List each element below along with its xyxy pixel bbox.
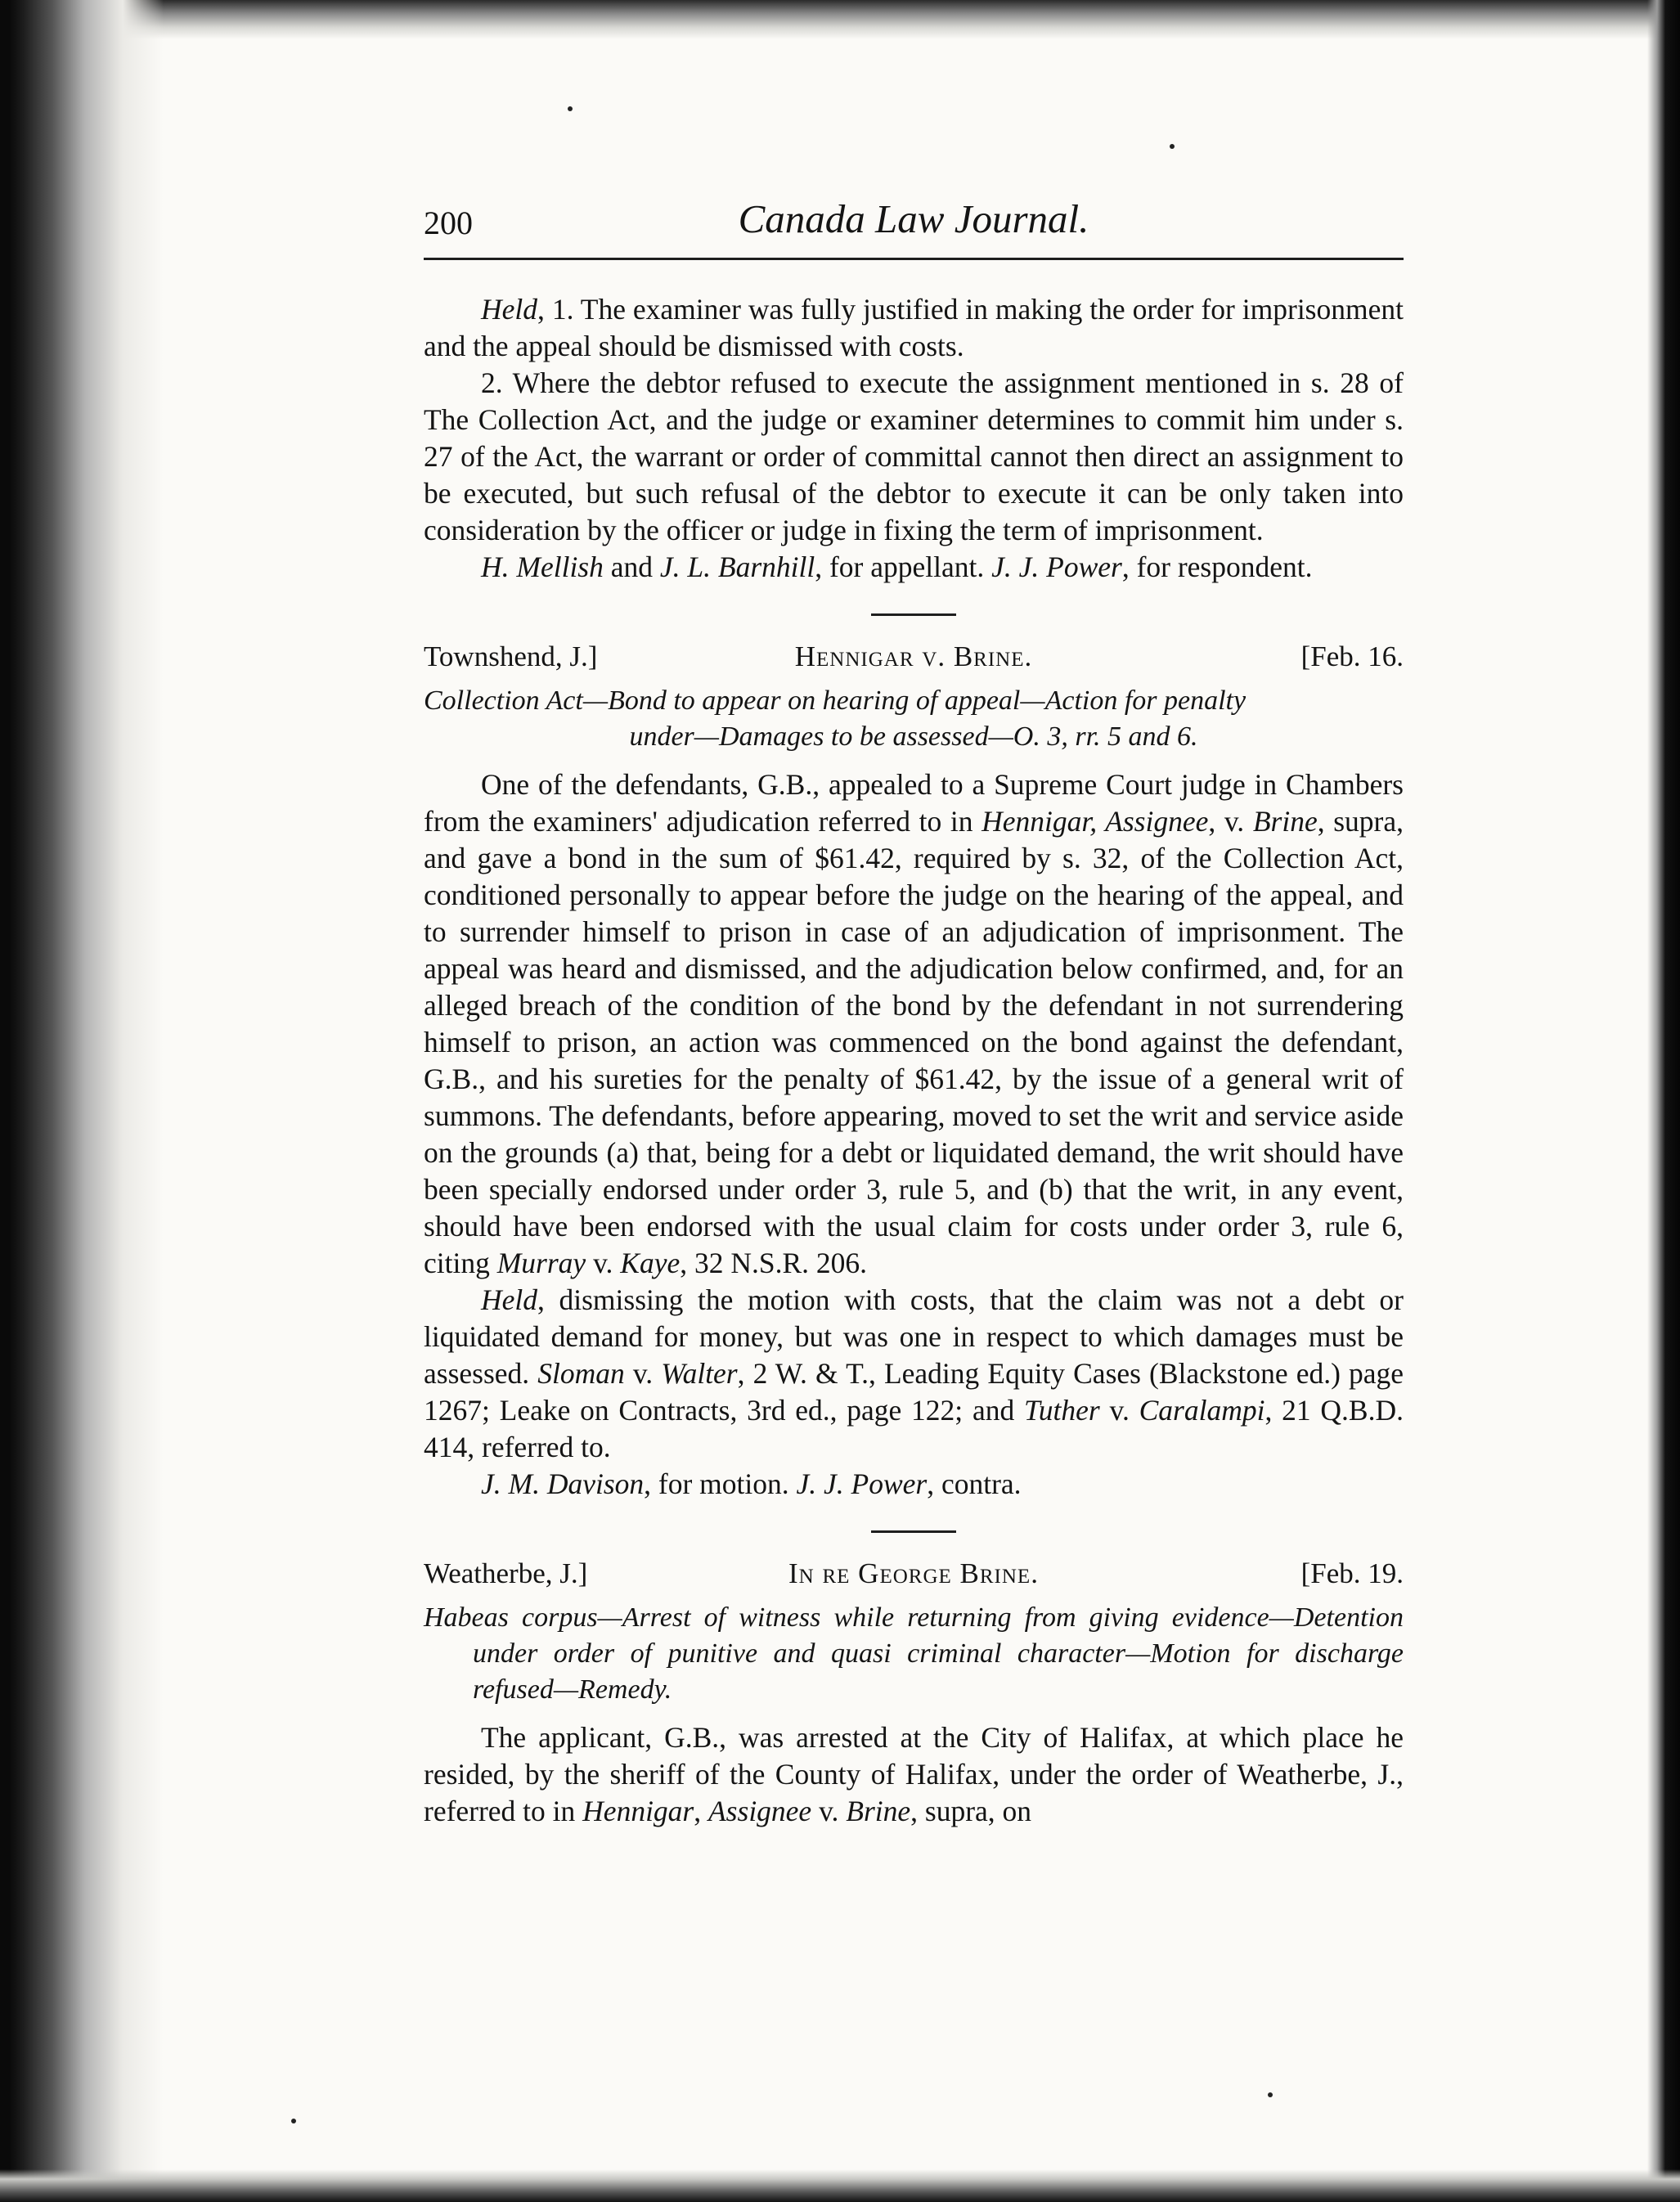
held-paragraph-2: 2. Where the debtor refused to execute the assignment mentioned in s. 28 of The Collection Act, and the judge or examiner determines to commit him under s. 27 of the Act, the warrant or order of committal cannot then direct an assignment to be executed, but such refusal of the debtor to execute it can be only taken into consideration by the officer or judge in fixing the term of imprisonment. (424, 366, 1404, 546)
held-text: , 1. The examiner was fully justified in making the order for imprisonment and the appeal should be dismissed with costs. (424, 293, 1404, 362)
scan-speck (1170, 144, 1175, 149)
header-rule (424, 258, 1404, 260)
case-citation: Walter (661, 1357, 738, 1390)
facts-text: , supra, on (910, 1795, 1032, 1827)
counsel-name: H. Mellish (481, 550, 604, 583)
page-number: 200 (424, 204, 473, 241)
held-paragraph (424, 291, 1404, 365)
counsel-line (424, 549, 1404, 586)
scan-speck (1268, 2092, 1273, 2097)
held-text: v. (1099, 1394, 1139, 1427)
catchwords: Collection Act—Bond to appear on hearing of appeal—Action for penalty (424, 685, 1247, 716)
catchwords: Habeas corpus—Arrest of witness while returning from giving evidence—Detention under order of punitive and quasi criminal character—Motion for discharge refused—Remedy. (424, 1602, 1404, 1705)
facts-text: v. (586, 1247, 621, 1279)
case-citation: Hennigar (582, 1795, 694, 1827)
case-judge: Weatherbe, J.] (424, 1557, 588, 1589)
facts-paragraph (424, 1719, 1404, 1830)
case-judge: Townshend, J.] (424, 640, 598, 672)
case-1-conclusion (424, 291, 1404, 586)
case-heading (424, 640, 1404, 680)
case-citation: Tuther (1024, 1394, 1100, 1427)
case-2 (424, 640, 1404, 1503)
counsel-text: , for respondent. (1121, 550, 1313, 583)
counsel-name: J. L. Barnhill (659, 550, 815, 583)
counsel-line (424, 1466, 1404, 1503)
facts-text: , v. (1208, 805, 1253, 838)
journal-page (424, 192, 1404, 1830)
case-name: Hennigar v. Brine. (794, 640, 1033, 672)
case-citation: Murray (496, 1247, 586, 1279)
counsel-name: J. M. Davison (481, 1467, 645, 1500)
case-citation: Hennigar, Assignee (981, 805, 1209, 838)
facts-text: One of the defendants, G.B., appealed to a Supreme Court judge in Chambers from the examiners' adjudication referred to in (424, 768, 1404, 838)
case-separator (871, 1530, 956, 1533)
scan-bottom-edge (0, 2169, 1680, 2202)
counsel-text: and (603, 550, 660, 583)
case-3 (424, 1557, 1404, 1830)
counsel-name: J. J. Power (796, 1467, 928, 1500)
counsel-text: , for appellant. (815, 550, 992, 583)
facts-text: v. (811, 1795, 847, 1827)
case-separator (871, 613, 956, 616)
held-text: , 21 Q.B.D. 414, referred to. (424, 1394, 1404, 1463)
case-date: [Feb. 16. (1300, 640, 1404, 672)
held-text: v. (624, 1357, 662, 1390)
held-label: Held (481, 1283, 538, 1316)
catchwords: under—Damages to be assessed—O. 3, rr. 5 and 6. (629, 721, 1198, 752)
scan-right-edge (1647, 0, 1680, 2202)
case-citation: Kaye (620, 1247, 681, 1279)
scan-left-edge (0, 0, 164, 2202)
scan-speck (291, 2119, 296, 2123)
scan-speck (568, 106, 573, 111)
facts-text: , (694, 1795, 708, 1827)
counsel-text: , for motion. (644, 1467, 797, 1500)
running-head (424, 192, 1404, 258)
held-text: , dismissing the motion with costs, that the claim was not a debt or liquidated demand for money, but was one in respect to which damages must be assessed. (424, 1283, 1404, 1390)
case-citation: Brine (846, 1795, 911, 1827)
counsel-name: J. J. Power (991, 550, 1122, 583)
facts-text: The applicant, G.B., was arrested at the City of Halifax, at which place he resided, by the sheriff of the County of Halifax, under the order of Weatherbe, J., referred to in (424, 1721, 1404, 1827)
scan-top-edge (0, 0, 1680, 39)
facts-text: , supra, and gave a bond in the sum of $61.42, required by s. 32, of the Collection Act, conditioned personally to appear before the judge on the hearing of the appeal, and to surrender himself to prison in case of an adjudication of imprisonment. The appeal was heard and dismissed, and the adjudication below confirmed, and, for an alleged breach of the condition of the bond by the defendant in not surrendering himself to prison, an action was commenced on the bond against the defendant, G.B., and his sureties for the penalty of $61.42, by the issue of a general writ of summons. The defendants, before appearing, moved to set the writ and service aside on the grounds (a) that, being for a debt or liquidated demand, the writ should have been specially endorsed under order 3, rule 5, and (b) that the writ, in any event, should have been endorsed with the usual claim for costs under order 3, rule 6, citing (424, 805, 1404, 1279)
held-label: Held (481, 293, 538, 326)
held-text: , 2 W. & T., Leading Equity Cases (Blackstone ed.) page 1267; Leake on Contracts, 3rd ed., page 122; and (424, 1357, 1404, 1427)
facts-text: , 32 N.S.R. 206. (680, 1247, 868, 1279)
facts-paragraph (424, 766, 1404, 1282)
held-paragraph (424, 1282, 1404, 1466)
case-date: [Feb. 19. (1300, 1557, 1404, 1589)
case-citation: Brine (1252, 805, 1318, 838)
journal-title: Canada Law Journal. (738, 196, 1089, 241)
case-name: In re George Brine. (788, 1557, 1039, 1589)
case-heading (424, 1557, 1404, 1597)
counsel-text: , contra. (927, 1467, 1022, 1500)
case-citation: Caralampi (1139, 1394, 1265, 1427)
case-citation: Sloman (537, 1357, 625, 1390)
case-citation: Assignee (708, 1795, 812, 1827)
